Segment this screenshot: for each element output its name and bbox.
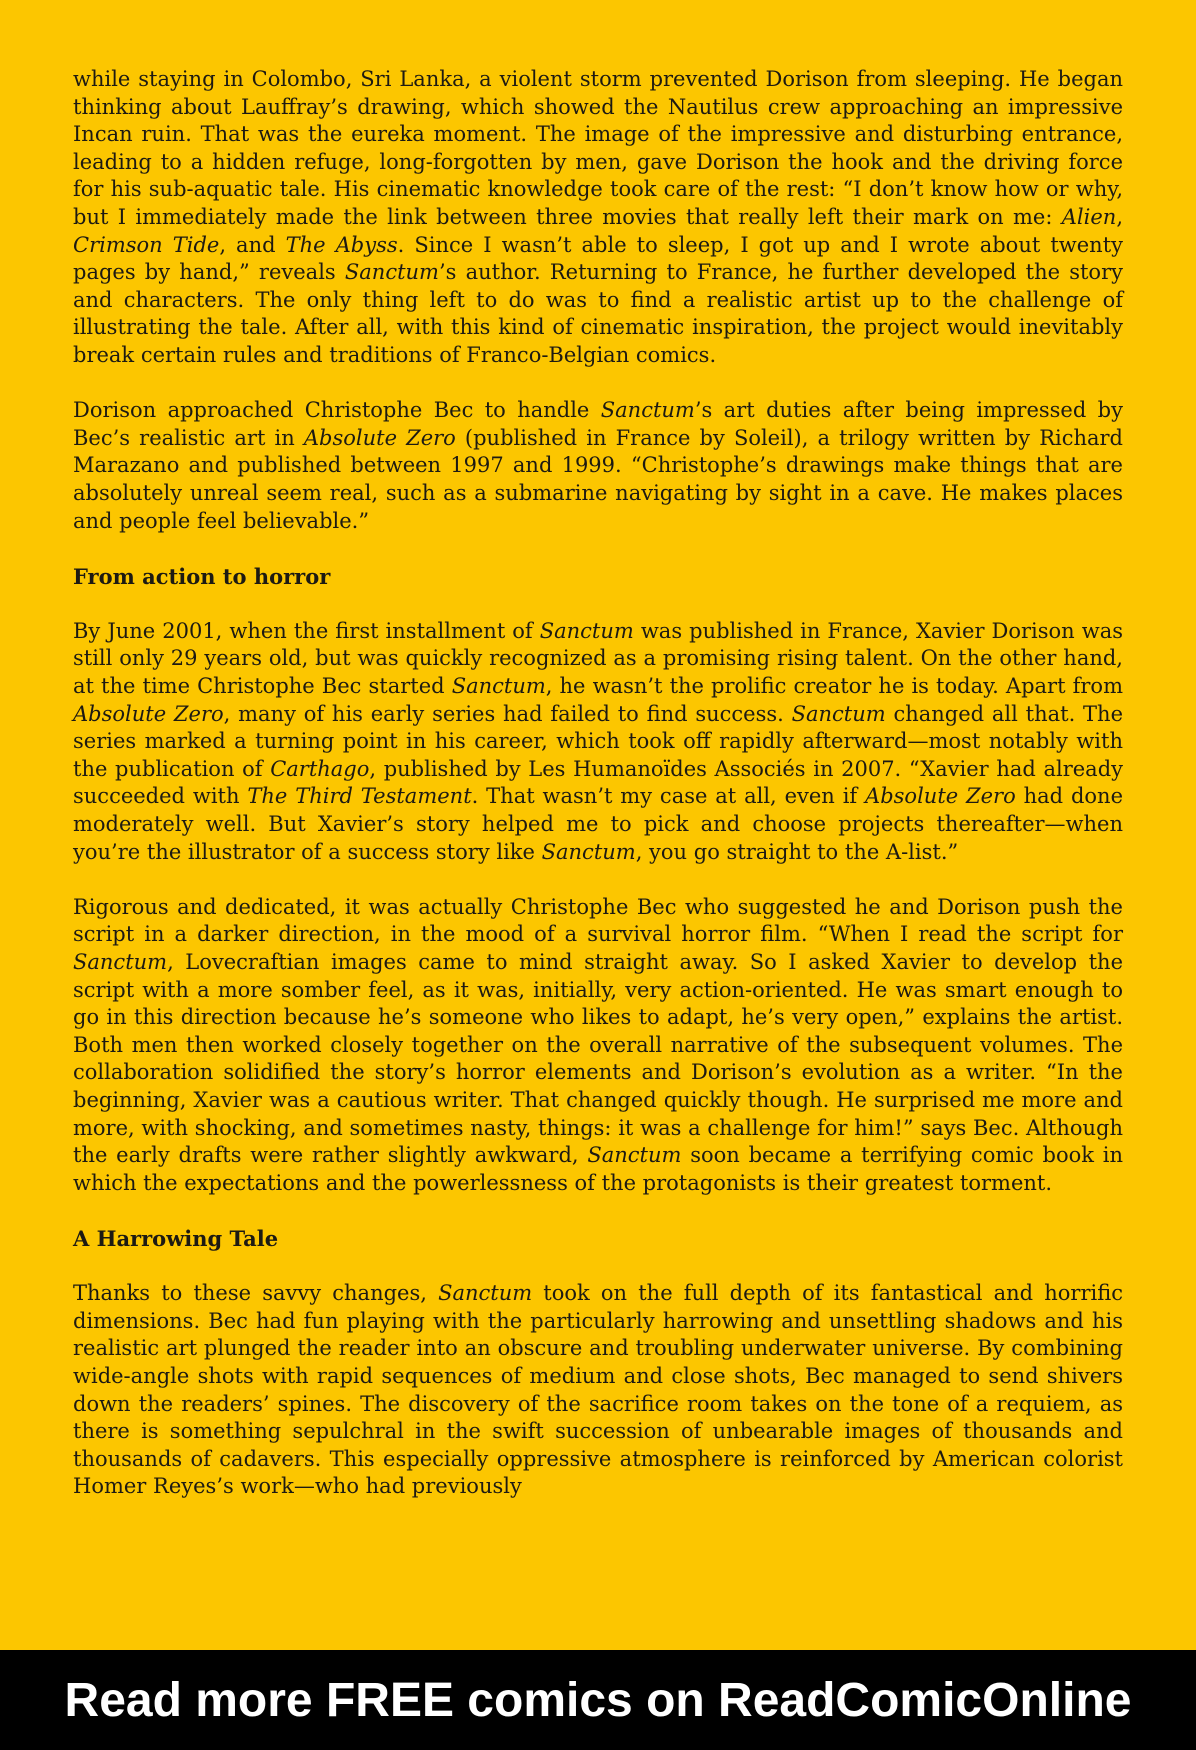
italic-title-text: The Abyss xyxy=(285,232,398,257)
italic-title-text: The Third Testament xyxy=(247,784,472,809)
italic-title-text: Carthago xyxy=(270,756,370,781)
text-segment: took on the full depth of its fantastical and horrific dimensions. Bec had fun playing with the particularly harrowing and unsettling shadows and his realistic art plunged the reader into an obscure and troubling underwater universe. By combining wide-angle shots with rapid sequences of medium and close shots, Bec managed to send shivers down the readers’ spines. The discovery of the sacrifice room takes on the tone of a requiem, as there is something sepulchral in the swift succession of unbearable images of thousands and thousands of cadavers. This especially oppressive atmosphere is reinforced by American colorist Homer Reyes’s work—who had previously xyxy=(73,1281,1123,1499)
text-segment: , published by Les Humanoïdes Associés in 2007. “Xavier had already succeeded with xyxy=(73,756,1124,809)
body-paragraph xyxy=(73,397,1123,535)
italic-title-text: Sanctum xyxy=(600,398,695,423)
text-segment: , xyxy=(1116,204,1123,229)
italic-title-text: Sanctum xyxy=(541,839,636,864)
text-segment: A Harrowing Tale xyxy=(73,1225,279,1251)
text-segment: Thanks to these savvy changes, xyxy=(73,1281,439,1306)
section-heading xyxy=(73,563,1123,591)
text-segment: while staying in Colombo, Sri Lanka, a violent storm prevented Dorison from sleeping. He began thinking about Lauffray’s drawing, which showed the Nautilus crew approaching an impressive Incan ruin. That was the eureka moment. The image of the impressive and disturbing entrance, leading to a hidden refuge, long-forgotten by men, gave Dorison the hook and the driving force for his sub-aquatic tale. His cinematic knowledge took care of the rest: “I don’t know how or why, but I immediately made the link between three movies that really left their mark on me: xyxy=(73,67,1123,229)
body-paragraph xyxy=(73,66,1123,370)
text-segment: By June 2001, when the first installment of xyxy=(73,618,540,643)
italic-title-text: Absolute Zero xyxy=(73,701,224,726)
text-segment: , you go straight to the A-list.” xyxy=(635,839,959,864)
promo-banner[interactable] xyxy=(0,1650,1196,1750)
italic-title-text: Sanctum xyxy=(73,950,168,974)
body-paragraph xyxy=(73,894,1123,1198)
promo-banner-text[interactable]: Read more FREE comics on ReadComicOnline xyxy=(64,1673,1132,1727)
text-segment: changed all that. The series marked a turning point in his career, which took off rapidly afterward—most notably with the publication of xyxy=(73,701,1124,781)
text-segment: had done moderately well. But Xavier’s story helped me to pick and choose projects thereafter—when you’re the illustrator of a success story like xyxy=(73,784,1123,864)
text-segment: Dorison approached Christophe Bec to handle xyxy=(73,398,601,423)
text-segment: . That wasn’t my case at all, even if xyxy=(471,784,866,809)
italic-title-text: Sanctum xyxy=(438,1281,533,1306)
italic-title-text: Sanctum xyxy=(791,701,886,726)
italic-title-text: Absolute Zero xyxy=(865,784,1016,809)
text-segment: (published in France by Soleil), a trilogy written by Richard Marazano and published between 1997 and 1999. “Christophe’s drawings make things that are absolutely unreal seem real, such as a submarine navigating by sight in a cave. He makes places and people feel believable.” xyxy=(73,425,1124,533)
section-heading xyxy=(73,1225,1123,1253)
italic-title-text: Sanctum xyxy=(344,260,439,285)
italic-title-text: Sanctum xyxy=(539,618,634,643)
italic-title-text: Crimson Tide xyxy=(73,232,220,257)
article-body xyxy=(73,66,1123,1528)
italic-title-text: Sanctum xyxy=(587,1143,682,1168)
text-segment: From action to horror xyxy=(73,563,331,589)
text-segment: ’s art duties after being impressed by Bec’s realistic art in xyxy=(73,398,1123,450)
text-segment: , Lovecraftian images came to mind straight away. So I asked Xavier to develop the script with a more somber feel, as it was, initially, very action-oriented. He was smart enough to go in this direction because he’s someone who likes to adapt, he’s very open,” explains the artist. Both men then worked closely together on the overall narrative of the subsequent volumes. The collaboration solidified the story’s horror elements and Dorison’s evolution as a writer. “In the beginning, Xavier was a cautious writer. That changed quickly though. He surprised me more and more, with shocking, and sometimes nasty, things: it was a challenge for him!” says Bec. Although the early drafts were rather slightly awkward, xyxy=(73,950,1123,1168)
body-paragraph xyxy=(73,618,1123,866)
italic-title-text: Absolute Zero xyxy=(303,425,456,450)
italic-title-text: Alien xyxy=(1061,204,1117,229)
text-segment: , and xyxy=(219,232,286,257)
text-segment: Rigorous and dedicated, it was actually Christophe Bec who suggested he and Dorison push the script in a darker direction, in the mood of a survival horror film. “When I read the script for xyxy=(73,894,1123,947)
text-segment: soon became a terrifying comic book in which the expectations and the powerlessness of the protagonists is their greatest torment. xyxy=(73,1143,1123,1195)
text-segment: ’s author. Returning to France, he further developed the story and characters. The only thing left to do was to find a realistic artist up to the challenge of illustrating the tale. After all, with this kind of cinematic inspiration, the project would inevitably break certain rules and traditions of Franco-Belgian comics. xyxy=(73,260,1123,367)
text-segment: . Since I wasn’t able to sleep, I got up and I wrote about twenty pages by hand,” reveals xyxy=(73,232,1123,285)
text-segment: , he wasn’t the prolific creator he is today. Apart from xyxy=(545,674,1123,699)
body-paragraph xyxy=(73,1280,1123,1501)
text-segment: , many of his early series had failed to find success. xyxy=(223,701,792,726)
italic-title-text: Sanctum xyxy=(451,674,546,699)
text-segment: was published in France, Xavier Dorison was still only 29 years old, but was quickly recognized as a promising rising talent. On the other hand, at the time Christophe Bec started xyxy=(73,618,1123,699)
